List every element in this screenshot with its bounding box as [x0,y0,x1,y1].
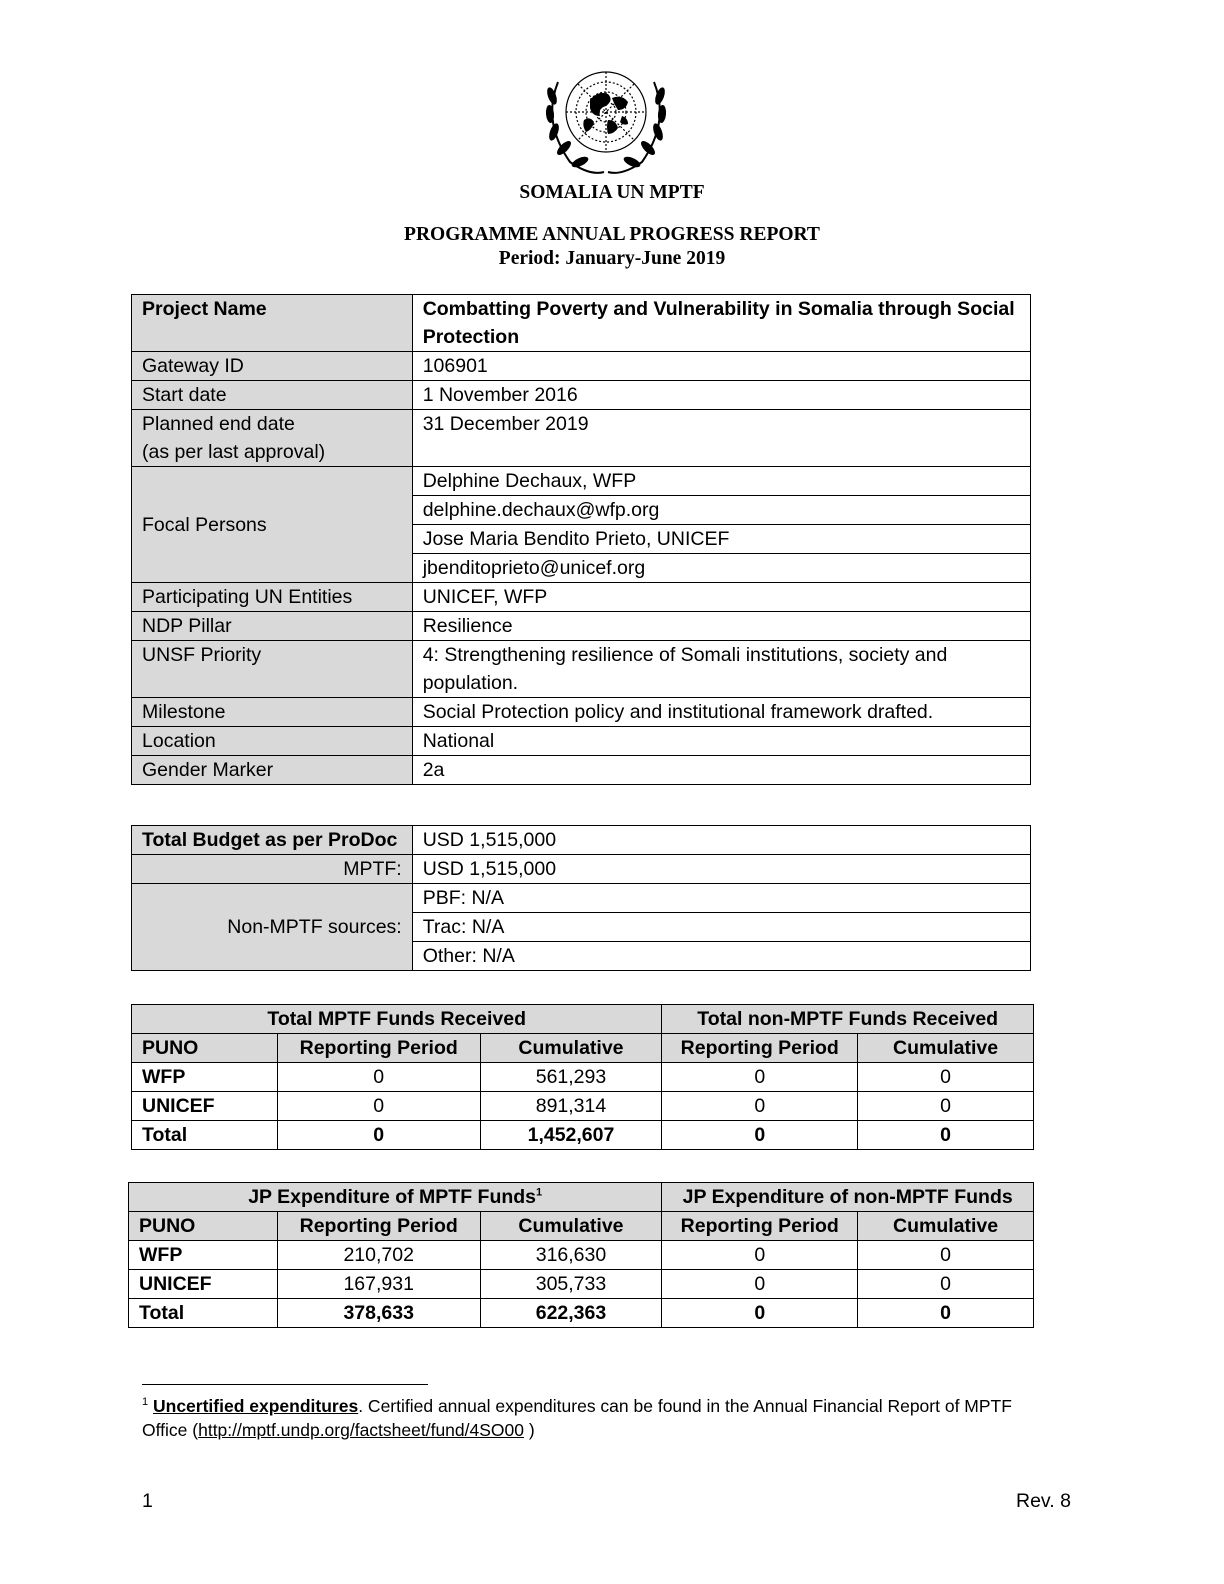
cell: 0 [662,1241,858,1270]
table-row [132,1092,1034,1121]
cell: 891,314 [480,1092,662,1121]
cell: 0 [277,1121,480,1150]
focal-person-1: Delphine Dechaux, WFP [412,467,1030,496]
cell: 167,931 [277,1270,480,1299]
ndp-label: NDP Pillar [132,612,413,641]
start-date-label: Start date [132,381,413,410]
cell-puno: WFP [129,1241,278,1270]
table-row [132,756,1031,785]
focal-email-1: delphine.dechaux@wfp.org [412,496,1030,525]
cell: 378,633 [277,1299,480,1328]
revision-label: Rev. 8 [1016,1490,1071,1512]
expenditure-group2-header: JP Expenditure of non-MPTF Funds [662,1183,1034,1212]
gender-label: Gender Marker [132,756,413,785]
expenditure-group1-header [129,1183,662,1212]
start-date-value: 1 November 2016 [412,381,1030,410]
end-date-label [132,410,413,467]
cell-puno: UNICEF [132,1092,278,1121]
table-row [132,295,1031,352]
footnote-text: . Certified annual expenditures can be found in the Annual Financial Report of MPTF Office ( [142,1396,1012,1440]
total-budget-value: USD 1,515,000 [412,826,1030,855]
non-mptf-label: Non-MPTF sources: [132,884,413,971]
cell: 0 [662,1063,858,1092]
table-row [132,641,1031,698]
milestone-value: Social Protection policy and institutional framework drafted. [412,698,1030,727]
cell: 622,363 [480,1299,662,1328]
footnote-text-end: ) [524,1420,535,1440]
table-row [132,727,1031,756]
milestone-label: Milestone [132,698,413,727]
mptf-value: USD 1,515,000 [412,855,1030,884]
funds-received-table [131,1004,1034,1150]
cell: 0 [858,1299,1034,1328]
cell: 0 [662,1270,858,1299]
end-date-label-line2: (as per last approval) [142,441,326,463]
project-name-value: Combatting Poverty and Vulnerability in Somalia through Social Protection [412,295,1030,352]
table-row [129,1241,1034,1270]
table-row [132,884,1031,913]
cell-puno: WFP [132,1063,278,1092]
funds-group2-header: Total non-MPTF Funds Received [662,1005,1034,1034]
un-emblem-logo [538,62,674,180]
cell: 1,452,607 [480,1121,662,1150]
table-row [132,410,1031,467]
table-row [132,855,1031,884]
trac-value: Trac: N/A [412,913,1030,942]
report-title: PROGRAMME ANNUAL PROGRESS REPORT [404,224,820,245]
cell: 305,733 [480,1270,662,1299]
table-row [132,1063,1034,1092]
footnote-link[interactable]: http://mptf.undp.org/factsheet/fund/4SO00 [198,1420,524,1440]
col-reporting-period: Reporting Period [277,1034,480,1063]
table-row [132,826,1031,855]
funds-group1-header: Total MPTF Funds Received [132,1005,662,1034]
mptf-label: MPTF: [132,855,413,884]
cell: 0 [858,1241,1034,1270]
table-row [132,612,1031,641]
footnote-bold: Uncertified expenditures [153,1396,359,1416]
total-budget-label: Total Budget as per ProDoc [132,826,413,855]
expenditure-group1-text: JP Expenditure of MPTF Funds [248,1186,537,1208]
cell: 0 [277,1092,480,1121]
table-row [132,1005,1034,1034]
ndp-value: Resilience [412,612,1030,641]
footnote-separator [142,1384,428,1385]
footnote-ref: 1 [536,1186,543,1199]
table-row [132,381,1031,410]
pbf-value: PBF: N/A [412,884,1030,913]
footnote-number: 1 [142,1396,149,1409]
budget-table [131,825,1031,971]
table-row [132,583,1031,612]
location-label: Location [132,727,413,756]
focal-email-2: jbenditoprieto@unicef.org [412,554,1030,583]
cell-puno: UNICEF [129,1270,278,1299]
cell: 0 [662,1121,858,1150]
focal-persons-label: Focal Persons [132,467,413,583]
focal-person-2: Jose Maria Bendito Prieto, UNICEF [412,525,1030,554]
entities-label: Participating UN Entities [132,583,413,612]
entities-value: UNICEF, WFP [412,583,1030,612]
other-value: Other: N/A [412,942,1030,971]
table-row [129,1270,1034,1299]
cell: 210,702 [277,1241,480,1270]
page-number: 1 [142,1490,153,1512]
gateway-value: 106901 [412,352,1030,381]
col-cumulative: Cumulative [480,1212,662,1241]
table-row-total [129,1299,1034,1328]
cell: 0 [858,1121,1034,1150]
end-date-value: 31 December 2019 [412,410,1030,467]
cell: 0 [662,1299,858,1328]
col-reporting-period: Reporting Period [662,1212,858,1241]
org-heading: SOMALIA UN MPTF [519,182,705,203]
cell: 0 [858,1092,1034,1121]
table-row [132,698,1031,727]
cell: 561,293 [480,1063,662,1092]
col-cumulative: Cumulative [858,1034,1034,1063]
project-info-table [131,294,1031,785]
table-row [132,1034,1034,1063]
gender-value: 2a [412,756,1030,785]
table-row [132,352,1031,381]
project-name-label: Project Name [132,295,413,352]
gateway-label: Gateway ID [132,352,413,381]
col-puno: PUNO [129,1212,278,1241]
table-row-total [132,1121,1034,1150]
col-puno: PUNO [132,1034,278,1063]
location-value: National [412,727,1030,756]
cell: 0 [277,1063,480,1092]
cell: 0 [858,1270,1034,1299]
cell-puno: Total [129,1299,278,1328]
table-row [132,467,1031,496]
table-row [129,1183,1034,1212]
cell: 0 [662,1092,858,1121]
unsf-label: UNSF Priority [132,641,413,698]
col-cumulative: Cumulative [480,1034,662,1063]
cell-puno: Total [132,1121,278,1150]
report-period: Period: January-June 2019 [498,248,726,269]
col-reporting-period: Reporting Period [277,1212,480,1241]
expenditure-table [128,1182,1034,1328]
end-date-label-line1: Planned end date [142,413,295,435]
cell: 316,630 [480,1241,662,1270]
col-reporting-period: Reporting Period [662,1034,858,1063]
cell: 0 [858,1063,1034,1092]
table-row [129,1212,1034,1241]
col-cumulative: Cumulative [858,1212,1034,1241]
unsf-value: 4: Strengthening resilience of Somali institutions, society and population. [412,641,1030,698]
footnote [142,1394,1052,1442]
